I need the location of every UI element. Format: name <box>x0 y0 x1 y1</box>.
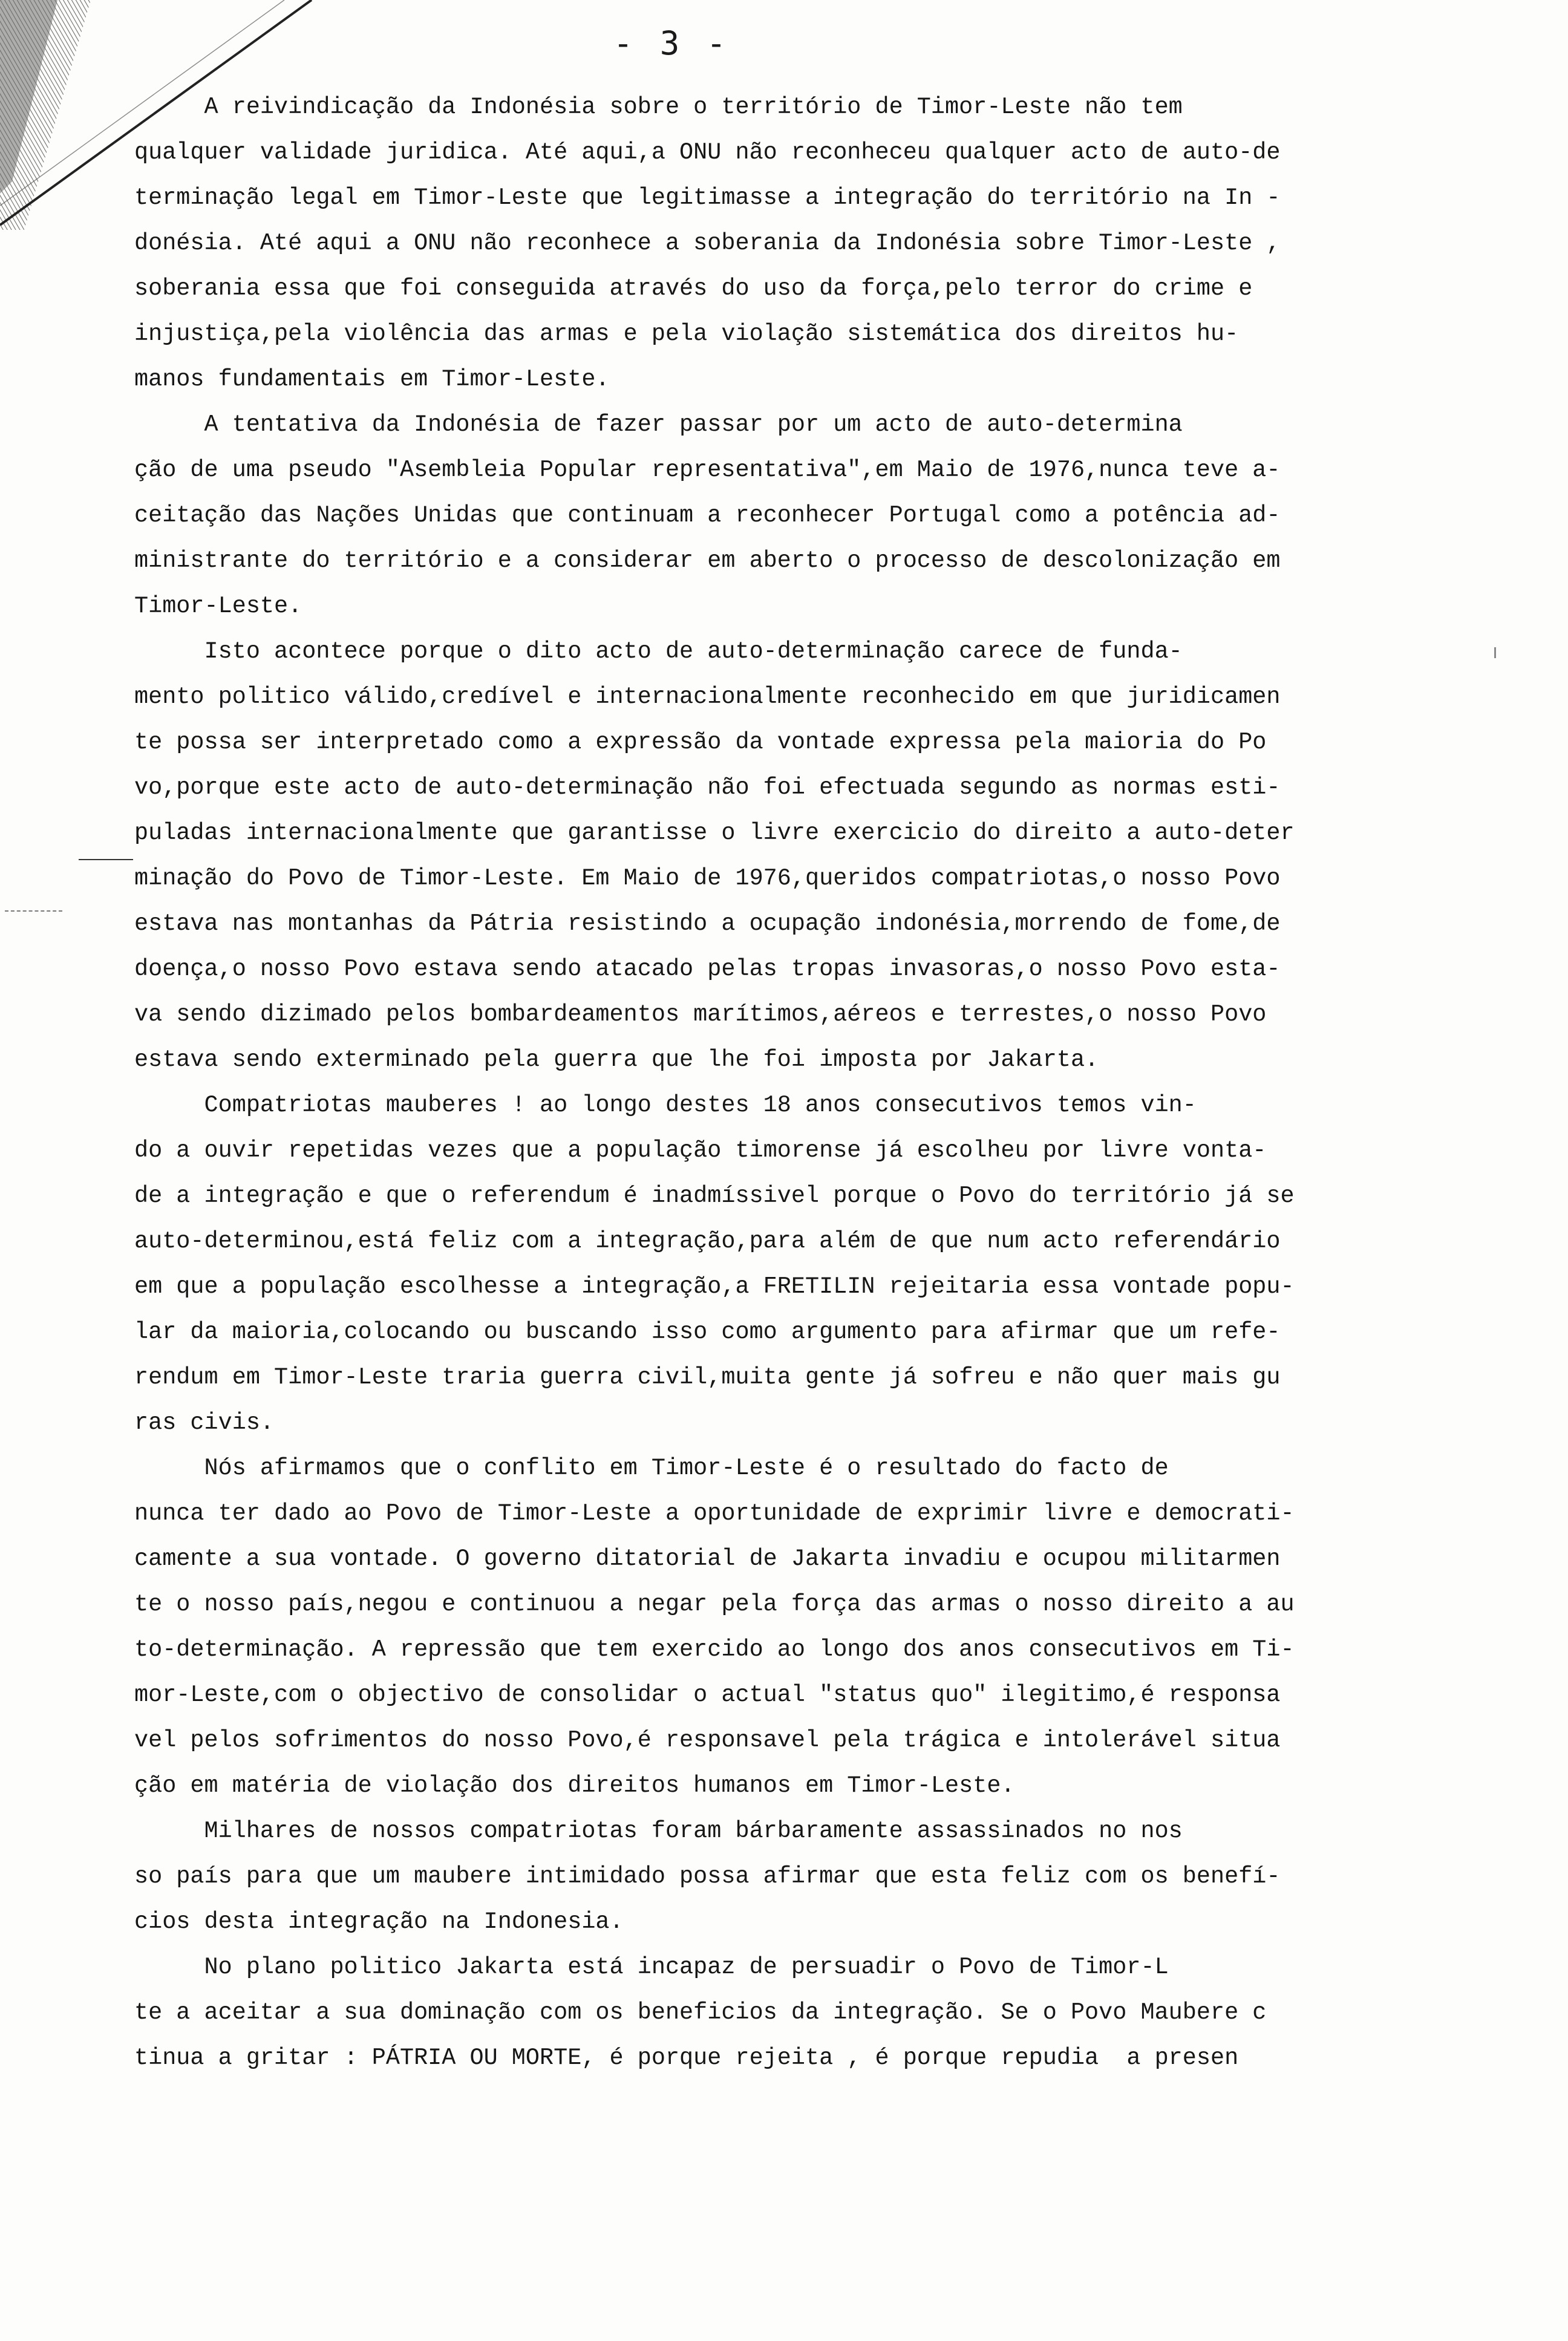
paragraph <box>134 629 1453 1083</box>
text-line: estava nas montanhas da Pátria resistindo a ocupação indonésia,morrendo de fome,de <box>134 910 1281 937</box>
text-line: mor-Leste,com o objectivo de consolidar o actual "status quo" ilegitimo,é responsa <box>134 1682 1281 1708</box>
text-line: minação do Povo de Timor-Leste. Em Maio de 1976,queridos compatriotas,o nosso Povo <box>134 865 1281 892</box>
paragraph <box>134 1945 1453 2081</box>
text-line: ção em matéria de violação dos direitos humanos em Timor-Leste. <box>134 1772 1015 1799</box>
text-line: va sendo dizimado pelos bombardeamentos marítimos,aéreos e terrestes,o nosso Povo <box>134 1001 1267 1028</box>
text-line: manos fundamentais em Timor-Leste. <box>134 366 610 393</box>
margin-dash <box>5 910 62 912</box>
text-line: lar da maioria,colocando ou buscando isso como argumento para afirmar que um refe- <box>134 1319 1281 1345</box>
paragraph <box>134 1446 1453 1809</box>
text-line: terminação legal em Timor-Leste que legitimasse a integração do território na In - <box>134 184 1281 211</box>
margin-dash <box>79 859 133 860</box>
text-line: A reivindicação da Indonésia sobre o território de Timor-Leste não tem <box>134 94 1183 120</box>
paragraph <box>134 1809 1453 1945</box>
text-line: tinua a gritar : PÁTRIA OU MORTE, é porque rejeita , é porque repudia a presen <box>134 2045 1239 2071</box>
text-line: ceitação das Nações Unidas que continuam a reconhecer Portugal como a potência ad- <box>134 502 1281 529</box>
text-line: cios desta integração na Indonesia. <box>134 1908 624 1935</box>
text-line: injustiça,pela violência das armas e pela violação sistemática dos direitos hu- <box>134 321 1239 347</box>
text-line: auto-determinou,está feliz com a integração,para além de que num acto referendário <box>134 1228 1281 1255</box>
text-line: A tentativa da Indonésia de fazer passar por um acto de auto-determina <box>134 411 1183 438</box>
text-line: em que a população escolhesse a integração,a FRETILIN rejeitaria essa vontade popu- <box>134 1273 1295 1300</box>
text-line: Milhares de nossos compatriotas foram bárbaramente assassinados no nos <box>134 1818 1183 1844</box>
text-line: rendum em Timor-Leste traria guerra civil,muita gente já sofreu e não quer mais gu <box>134 1364 1281 1391</box>
paragraph <box>134 1083 1453 1446</box>
paragraph <box>134 85 1453 402</box>
text-line: No plano politico Jakarta está incapaz de persuadir o Povo de Timor-L <box>134 1954 1169 1980</box>
paragraph <box>134 402 1453 629</box>
text-line: soberania essa que foi conseguida através do uso da força,pelo terror do crime e <box>134 275 1253 302</box>
text-line: ministrante do território e a considerar em aberto o processo de descolonização em <box>134 547 1281 574</box>
text-line: ras civis. <box>134 1409 275 1436</box>
text-line: Nós afirmamos que o conflito em Timor-Leste é o resultado do facto de <box>134 1455 1169 1481</box>
text-line: qualquer validade juridica. Até aqui,a ONU não reconheceu qualquer acto de auto-de <box>134 139 1281 166</box>
text-line: do a ouvir repetidas vezes que a população timorense já escolheu por livre vonta- <box>134 1137 1267 1164</box>
text-line: Isto acontece porque o dito acto de auto-determinação carece de funda- <box>134 638 1183 665</box>
text-line: donésia. Até aqui a ONU não reconhece a soberania da Indonésia sobre Timor-Leste , <box>134 230 1281 256</box>
text-line: nunca ter dado ao Povo de Timor-Leste a oportunidade de exprimir livre e democrati- <box>134 1500 1295 1527</box>
text-line: vel pelos sofrimentos do nosso Povo,é responsavel pela trágica e intolerável situa <box>134 1727 1281 1754</box>
text-line: camente a sua vontade. O governo ditatorial de Jakarta invadiu e ocupou militarmen <box>134 1546 1281 1572</box>
text-line: estava sendo exterminado pela guerra que lhe foi imposta por Jakarta. <box>134 1046 1099 1073</box>
text-line: mento politico válido,credível e internacionalmente reconhecido em que juridicamen <box>134 684 1281 710</box>
text-line: de a integração e que o referendum é inadmíssivel porque o Povo do território já se <box>134 1183 1295 1209</box>
margin-tick <box>1494 647 1496 658</box>
text-line: doença,o nosso Povo estava sendo atacado pelas tropas invasoras,o nosso Povo esta- <box>134 956 1281 982</box>
text-line: to-determinação. A repressão que tem exercido ao longo dos anos consecutivos em Ti- <box>134 1636 1295 1663</box>
text-line: puladas internacionalmente que garantisse o livre exercicio do direito a auto-deter <box>134 820 1295 846</box>
text-line: so país para que um maubere intimidado possa afirmar que esta feliz com os benefí- <box>134 1863 1281 1890</box>
text-line: vo,porque este acto de auto-determinação não foi efectuada segundo as normas esti- <box>134 774 1281 801</box>
text-line: te possa ser interpretado como a expressão da vontade expressa pela maioria do Po <box>134 729 1267 756</box>
text-line: Compatriotas mauberes ! ao longo destes 18 anos consecutivos temos vin- <box>134 1092 1197 1118</box>
text-line: te o nosso país,negou e continuou a negar pela força das armas o nosso direito a au <box>134 1591 1295 1618</box>
text-line: ção de uma pseudo "Asembleia Popular representativa",em Maio de 1976,nunca teve a- <box>134 457 1281 483</box>
document-body <box>134 85 1453 2081</box>
text-line: Timor-Leste. <box>134 593 302 619</box>
page-number: - 3 - <box>613 24 730 62</box>
text-line: te a aceitar a sua dominação com os beneficios da integração. Se o Povo Maubere c <box>134 1999 1267 2026</box>
